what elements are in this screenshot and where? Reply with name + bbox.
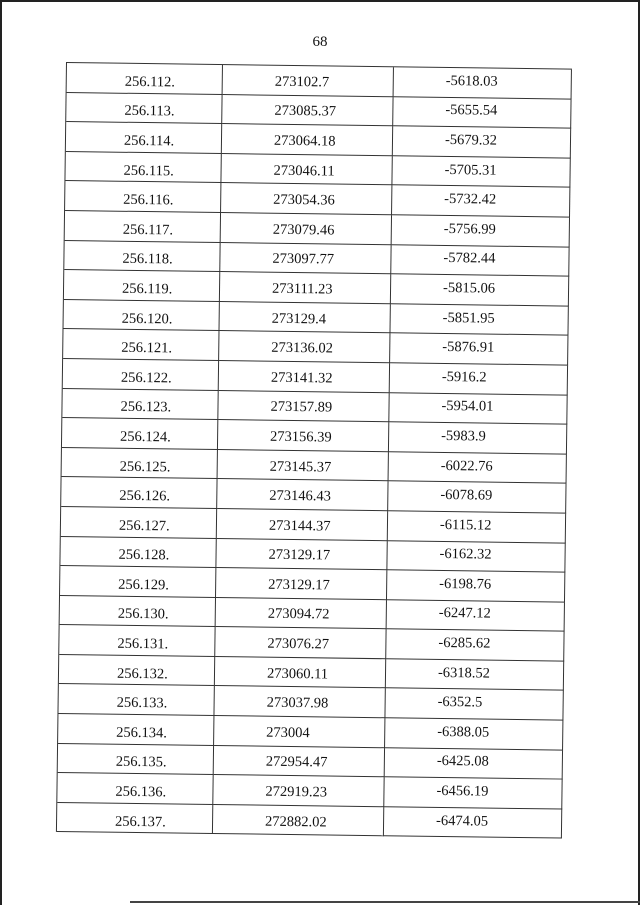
y-coordinate-cell: -6318.52 (386, 659, 564, 691)
page-number: 68 (312, 34, 328, 50)
point-id-cell: 256.119. (64, 270, 220, 302)
point-id-cell: 256.117. (65, 211, 221, 243)
table-row (57, 803, 562, 839)
x-coordinate-cell: 272919.23 (213, 775, 384, 807)
y-coordinate-cell: -6474.05 (384, 807, 562, 839)
y-coordinate-cell: -5983.9 (389, 422, 567, 454)
x-coordinate-cell: 273064.18 (222, 124, 393, 156)
x-coordinate-cell: 273129.17 (216, 539, 387, 571)
x-coordinate-cell: 273004 (214, 716, 385, 748)
x-coordinate-cell: 273111.23 (220, 272, 391, 304)
y-coordinate-cell: -6456.19 (384, 777, 562, 809)
point-id-cell: 256.129. (60, 566, 216, 598)
point-id-cell: 256.137. (57, 803, 213, 835)
x-coordinate-cell: 273136.02 (219, 331, 390, 363)
x-coordinate-cell: 273037.98 (214, 686, 385, 718)
y-coordinate-cell: -5655.54 (393, 97, 571, 129)
point-id-cell: 256.136. (57, 773, 213, 805)
x-coordinate-cell: 273060.11 (215, 657, 386, 689)
x-coordinate-cell: 273079.46 (221, 213, 392, 245)
x-coordinate-cell: 273054.36 (221, 183, 392, 215)
point-id-cell: 256.130. (60, 596, 216, 628)
x-coordinate-cell: 272954.47 (214, 746, 385, 778)
point-id-cell: 256.114. (66, 122, 222, 154)
x-coordinate-cell: 273129.17 (216, 568, 387, 600)
x-coordinate-cell: 273156.39 (218, 420, 389, 452)
page-border-left (0, 0, 2, 905)
y-coordinate-cell: -5815.06 (391, 274, 569, 306)
point-id-cell: 256.127. (61, 507, 217, 539)
y-coordinate-cell: -6198.76 (387, 570, 565, 602)
y-coordinate-cell: -6388.05 (385, 718, 563, 750)
coordinate-table (56, 62, 572, 839)
y-coordinate-cell: -6352.5 (385, 689, 563, 721)
y-coordinate-cell: -5705.31 (392, 156, 570, 188)
y-coordinate-cell: -6162.32 (387, 541, 565, 573)
point-id-cell: 256.116. (65, 181, 221, 213)
y-coordinate-cell: -6425.08 (385, 748, 563, 780)
point-id-cell: 256.131. (59, 625, 215, 657)
point-id-cell: 256.125. (62, 448, 218, 480)
y-coordinate-cell: -5618.03 (394, 67, 572, 99)
point-id-cell: 256.124. (62, 418, 218, 450)
point-id-cell: 256.113. (66, 93, 222, 125)
x-coordinate-cell: 273076.27 (215, 627, 386, 659)
point-id-cell: 256.112. (67, 63, 223, 95)
y-coordinate-cell: -6022.76 (389, 452, 567, 484)
point-id-cell: 256.115. (65, 152, 221, 184)
x-coordinate-cell: 273146.43 (217, 479, 388, 511)
x-coordinate-cell: 273102.7 (223, 65, 394, 97)
y-coordinate-cell: -5756.99 (392, 215, 570, 247)
point-id-cell: 256.121. (63, 329, 219, 361)
y-coordinate-cell: -6115.12 (388, 511, 566, 543)
y-coordinate-cell: -6247.12 (387, 600, 565, 632)
point-id-cell: 256.123. (62, 389, 218, 421)
y-coordinate-cell: -5679.32 (393, 126, 571, 158)
y-coordinate-cell: -5954.01 (389, 393, 567, 425)
point-id-cell: 256.133. (58, 684, 214, 716)
point-id-cell: 256.120. (64, 300, 220, 332)
point-id-cell: 256.126. (61, 477, 217, 509)
page-border-top (0, 0, 640, 2)
x-coordinate-cell: 273141.32 (219, 361, 390, 393)
point-id-cell: 256.122. (63, 359, 219, 391)
point-id-cell: 256.132. (59, 655, 215, 687)
bottom-rule (130, 901, 640, 903)
y-coordinate-cell: -5782.44 (391, 245, 569, 277)
x-coordinate-cell: 272882.02 (213, 805, 384, 837)
x-coordinate-cell: 273145.37 (218, 450, 389, 482)
x-coordinate-cell: 273097.77 (220, 243, 391, 275)
point-id-cell: 256.128. (60, 536, 216, 568)
y-coordinate-cell: -5876.91 (390, 334, 568, 366)
x-coordinate-cell: 273144.37 (217, 509, 388, 541)
y-coordinate-cell: -5732.42 (392, 186, 570, 218)
y-coordinate-cell: -6078.69 (388, 482, 566, 514)
x-coordinate-cell: 273157.89 (218, 391, 389, 423)
x-coordinate-cell: 273129.4 (219, 302, 390, 334)
x-coordinate-cell: 273094.72 (216, 598, 387, 630)
y-coordinate-cell: -6285.62 (386, 630, 564, 662)
point-id-cell: 256.118. (64, 241, 220, 273)
point-id-cell: 256.135. (58, 744, 214, 776)
point-id-cell: 256.134. (58, 714, 214, 746)
y-coordinate-cell: -5916.2 (390, 363, 568, 395)
x-coordinate-cell: 273046.11 (221, 154, 392, 186)
y-coordinate-cell: -5851.95 (390, 304, 568, 336)
x-coordinate-cell: 273085.37 (222, 95, 393, 127)
